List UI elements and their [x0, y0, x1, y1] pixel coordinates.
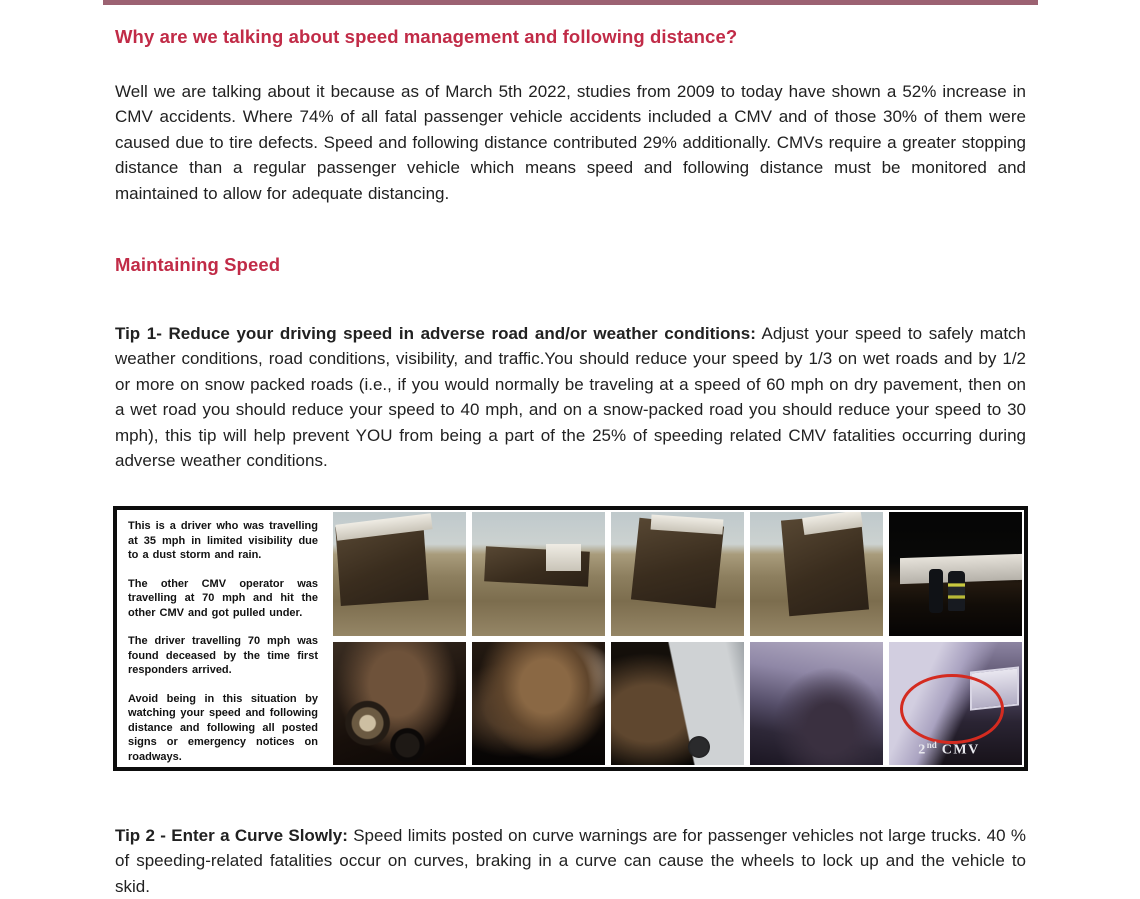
- tip1-lead: Tip 1- Reduce your driving speed in adverse road and/or weather conditions:: [115, 324, 756, 343]
- photo-caption-2nd-cmv: [918, 740, 979, 759]
- collage-grid: [119, 512, 1022, 765]
- panel-paragraph-4: Avoid being in this situation by watching your speed and following distance and following all posted signs or emergency notices on roadways.: [128, 692, 318, 763]
- tip1-paragraph: [115, 321, 1026, 473]
- tip2-body: Speed limits posted on curve warnings are for passenger vehicles not large trucks. 40 % of speeding-related fatalities occur on curves, braking in a curve can cause the wheels to lock up and the vehicle to skid.: [115, 826, 1026, 896]
- tip1-body: Adjust your speed to safely match weather conditions, road conditions, visibility, and traffic.You should reduce your speed by 1/3 on wet roads and by 1/2 or more on snow packed roads (i.e., if you would normally be traveling at a speed of 60 mph on dry pavement, then on a wet road you should reduce your speed to 40 mph, and on a snow-packed road you should reduce your speed to 30 mph), this tip will help prevent YOU from being a part of the 25% of speeding related CMV fatalities occurring during adverse weather conditions.: [115, 324, 1026, 471]
- tip2-paragraph: [115, 823, 1026, 899]
- intro-paragraph: Well we are talking about it because as of March 5th 2022, studies from 2009 to today have shown a 52% increase in CMV accidents. Where 74% of all fatal passenger vehicle accidents included a CMV and of those 30% of them were caused due to tire defects. Speed and following distance contributed 29% additionally. CMVs require a greater stopping distance than a regular passenger vehicle which means speed and following distance must be monitored and maintained to allow for adequate distancing.: [115, 82, 1026, 203]
- crash-photo-night-wreckage: [750, 642, 883, 766]
- page-top-accent-bar: [103, 0, 1038, 5]
- crash-photo-collage: [113, 506, 1028, 771]
- crash-photo-day-1: [333, 512, 466, 636]
- crash-photo-night-responder: [889, 512, 1022, 636]
- crash-photo-day-2: [472, 512, 605, 636]
- responder-silhouette-icon: [929, 569, 943, 613]
- panel-paragraph-3: The driver travelling 70 mph was found deceased by the time first responders arrived.: [128, 635, 318, 676]
- caption-number: 2: [918, 743, 927, 758]
- collage-text-panel: [119, 512, 327, 765]
- crash-photo-night-trailer: [611, 642, 744, 766]
- crash-photo-second-cmv: [889, 642, 1022, 766]
- red-circle-annotation: [900, 674, 1004, 744]
- firefighter-icon: [948, 571, 965, 611]
- panel-paragraph-1: This is a driver who was travelling at 35 mph in limited visibility due to a dust storm and rain.: [128, 520, 318, 561]
- section-heading-speed-management: Why are we talking about speed management and following distance?: [115, 26, 738, 47]
- panel-paragraph-2: The other CMV operator was travelling at 70 mph and hit the other CMV and got pulled under.: [128, 577, 318, 619]
- caption-rest: CMV: [936, 743, 980, 758]
- crash-photo-night-wheels: [333, 642, 466, 766]
- tip2-lead: Tip 2 - Enter a Curve Slowly:: [115, 826, 348, 845]
- caption-superscript: nd: [926, 740, 937, 751]
- crash-photo-day-3: [611, 512, 744, 636]
- crash-photo-night-debris: [472, 642, 605, 766]
- section-heading-maintaining-speed: Maintaining Speed: [115, 254, 281, 275]
- crash-photo-day-4: [750, 512, 883, 636]
